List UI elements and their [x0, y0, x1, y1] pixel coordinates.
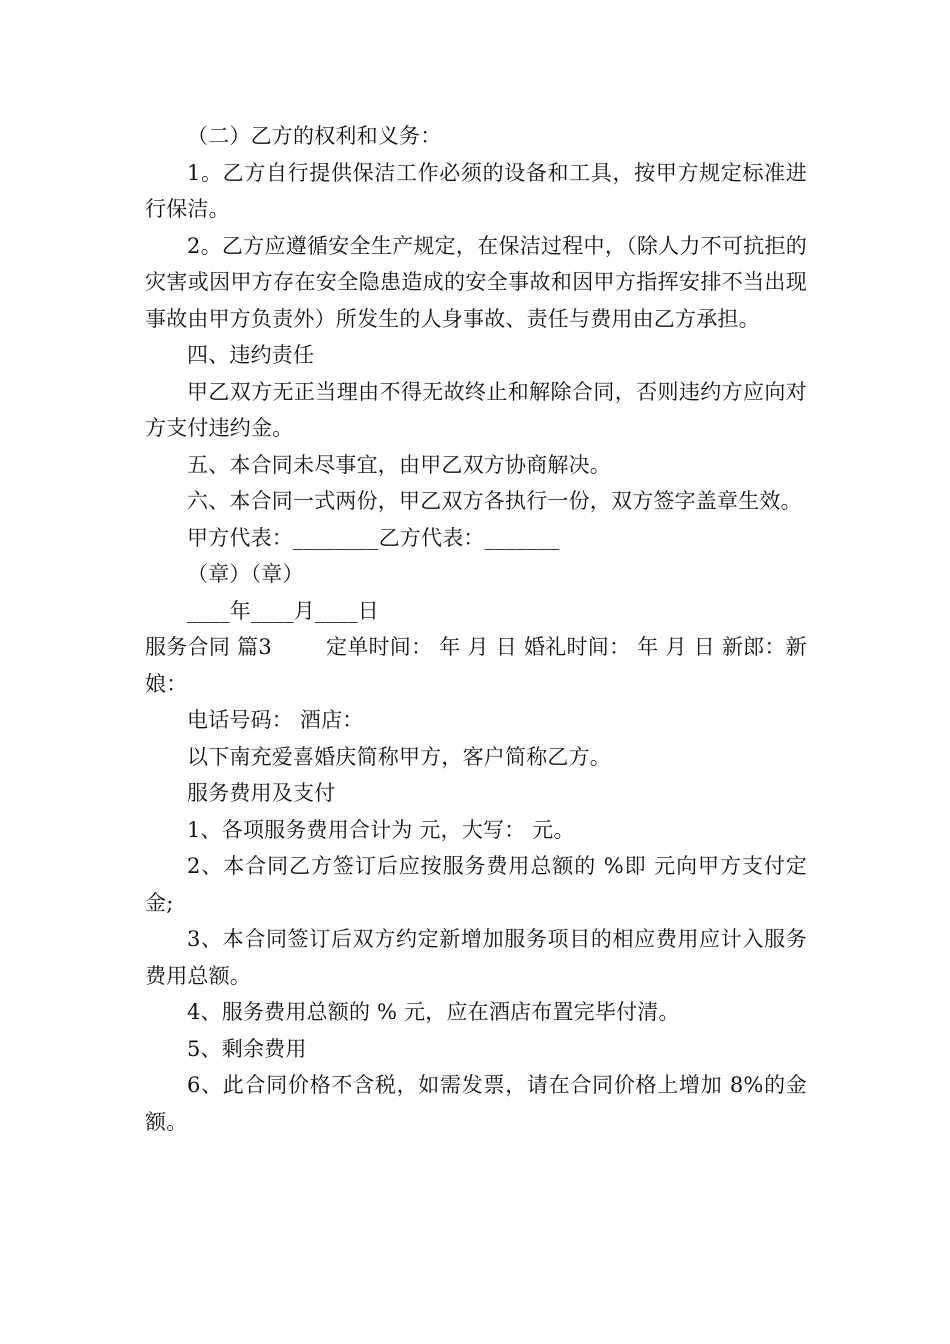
paragraph: 1。乙方自行提供保洁工作必须的设备和工具，按甲方规定标准进行保洁。: [145, 160, 807, 221]
paragraph: 五、本合同未尽事宜，由甲乙双方协商解决。: [187, 452, 611, 477]
paragraph: 1、各项服务费用合计为 元，大写： 元。: [187, 817, 575, 842]
paragraph: 以下南充爱喜婚庆简称甲方，客户简称乙方。: [187, 744, 611, 769]
paragraph: 甲乙双方无正当理由不得无故终止和解除合同，否则违约方应向对方支付违约金。: [145, 379, 807, 440]
date-line: ____年____月____日: [187, 598, 379, 623]
paragraph: 2。乙方应遵循安全生产规定，在保洁过程中，（除人力不可抗拒的灾害或因甲方存在安全隐患造成的安全事故和因甲方指挥安排不当出现事故由甲方负责外）所发生的人身事故、责任与费用由乙方承担。: [145, 233, 807, 331]
paragraph: 6、此合同价格不含税，如需发票，请在合同价格上增加 8%的金额。: [145, 1073, 807, 1134]
section-heading: 服务费用及支付: [187, 781, 336, 805]
paragraph: 5、剩余费用: [187, 1036, 307, 1061]
paragraph: 3、本合同签订后双方约定新增加服务项目的相应费用应计入服务费用总额。: [145, 927, 807, 988]
paragraph: 2、本合同乙方签订后应按服务费用总额的 %即 元向甲方支付定金;: [145, 854, 807, 915]
paragraph: 六、本合同一式两份，甲乙双方各执行一份，双方签字盖章生效。: [187, 489, 802, 513]
paragraph: 电话号码： 酒店：: [187, 708, 364, 732]
section-title-line: [145, 629, 807, 702]
document-body: [145, 118, 807, 1140]
seal-line: （章）（章）: [187, 562, 304, 586]
signature-line: 甲方代表：________乙方代表：_______: [187, 525, 560, 550]
paragraph: 4、服务费用总额的 % 元，应在酒店布置完毕付清。: [187, 1000, 680, 1024]
paragraph: （二）乙方的权利和义务：: [187, 124, 442, 148]
order-info: 定单时间： 年 月 日 婚礼时间： 年 月 日 新郎：新娘：: [145, 635, 807, 696]
section-title: 服务合同 篇3: [145, 635, 272, 659]
section-heading: 四、违约责任: [187, 343, 315, 367]
